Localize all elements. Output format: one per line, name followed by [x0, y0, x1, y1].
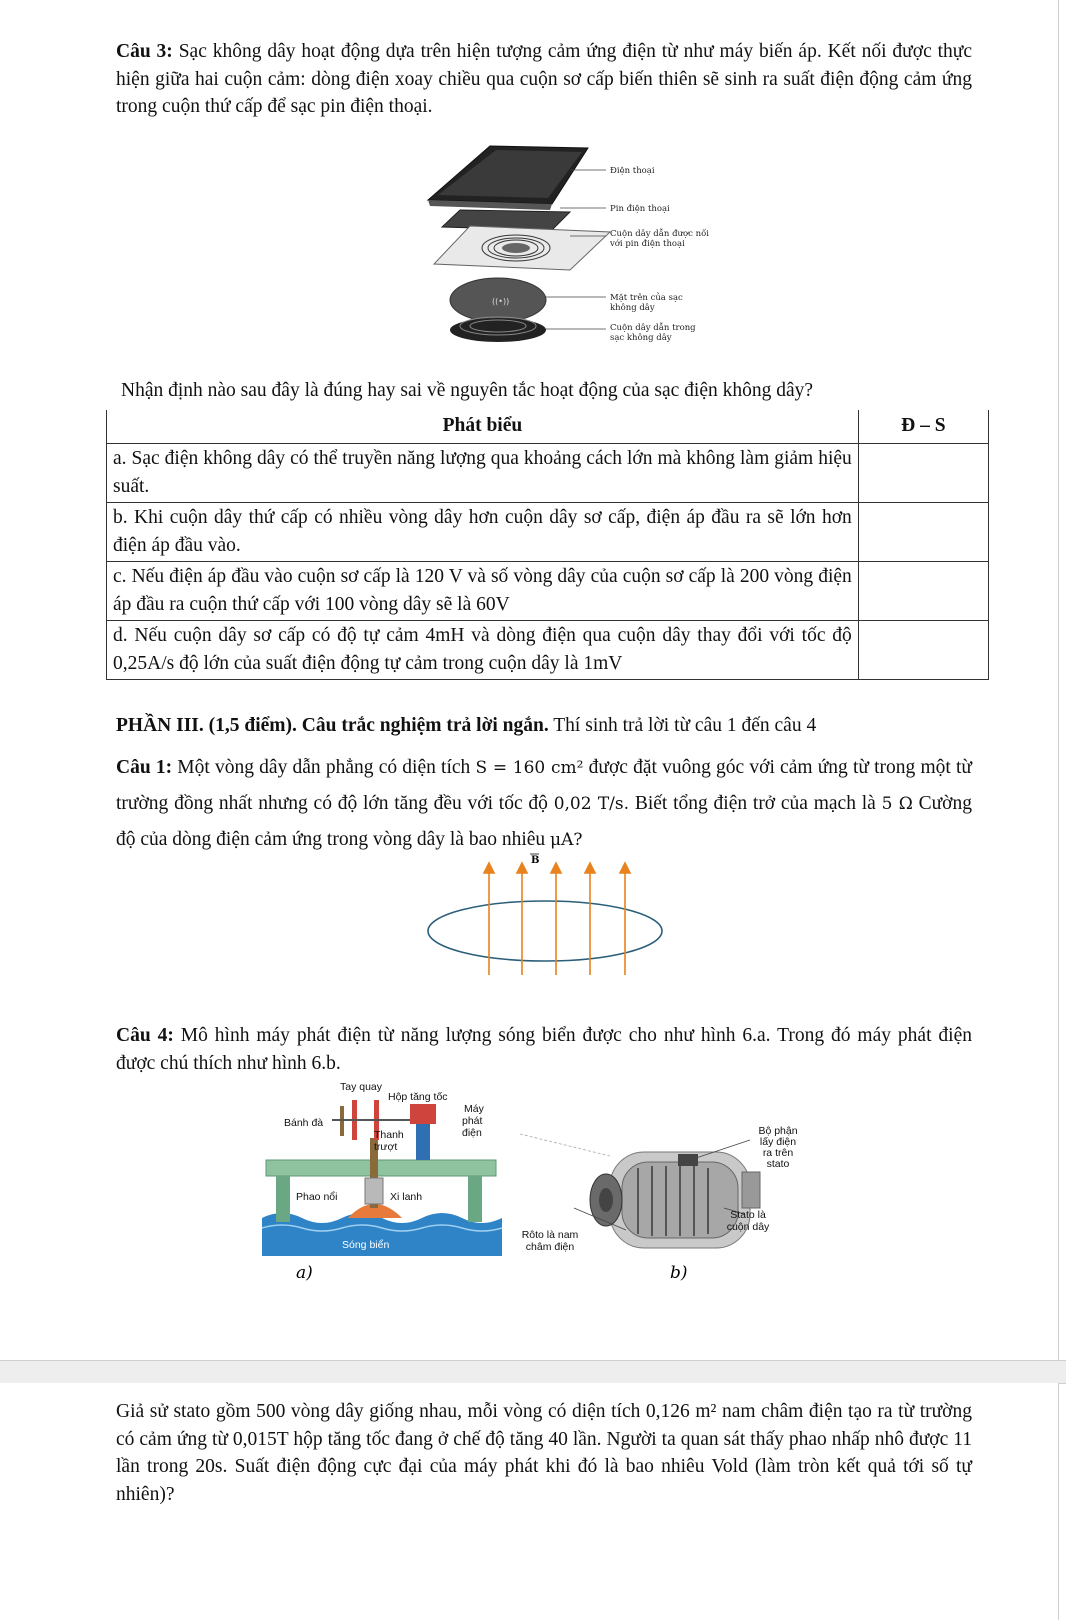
alternator-figure-b — [510, 1110, 810, 1290]
statement-d: d. Nếu cuộn dây sơ cấp có độ tự cảm 4mH và dòng điện qua cuộn dây thay đổi với tốc độ 0,25A/s độ lớn của suất điện động tự cảm trong cuộn dây là 1mV — [107, 621, 859, 680]
answer-cell-b[interactable] — [858, 503, 988, 562]
charger-pad — [450, 278, 546, 342]
label-charger-coil-2: sạc không dây — [610, 333, 672, 343]
label-roto-2: châm điện — [525, 1241, 575, 1253]
label-phone-coil-1: Cuộn dây dẫn được nối — [610, 229, 709, 239]
label-phone-coil-2: với pin điện thoại — [610, 239, 685, 249]
header-statement: Phát biểu — [107, 410, 859, 444]
label-battery: Pin điện thoại — [610, 204, 670, 214]
table-row — [107, 503, 989, 562]
table-row — [107, 562, 989, 621]
label-charger-top-2: không dây — [610, 303, 655, 313]
part3-heading-line — [116, 712, 972, 740]
statement-b: b. Khi cuộn dây thứ cấp có nhiều vòng dây hơn cuộn dây sơ cấp, điện áp đầu ra sẽ lớn hơn điện áp đầu vào. — [107, 503, 859, 562]
label-b-field: B — [531, 855, 540, 866]
label-charger-coil-1: Cuộn dây dẫn trong — [610, 323, 696, 333]
caption-b: b) — [670, 1263, 688, 1283]
true-false-table — [106, 410, 989, 680]
statement-a: a. Sạc điện không dây có thể truyền năng lượng qua khoảng cách lớn mà không làm giảm hiệu suất. — [107, 444, 859, 503]
label-dien: điện — [462, 1127, 482, 1139]
phone-coil-plate — [434, 226, 610, 270]
wireless-charger-figure — [420, 140, 740, 350]
table-row — [107, 621, 989, 680]
answer-cell-a[interactable] — [858, 444, 988, 503]
q3-intro — [116, 38, 972, 121]
q4-continuation: Giả sử stato gồm 500 vòng dây giống nhau, mỗi vòng có diện tích 0,126 m² nam châm điện tạo ra từ trường có cảm ứng từ 0,015T hộp tăng tốc đang ở chế độ tăng 40 lần. Người ta quan sát thấy phao nhấp nhô được 11 lần trong 20s. Suất điện động cực đại của máy phát khi đó là bao nhiêu Vold (làm tròn kết quả tới số tự nhiên)? — [116, 1401, 972, 1505]
label-stato-1: Stato là — [730, 1209, 766, 1221]
q3-label: Câu 3: — [116, 41, 173, 62]
q4-label: Câu 4: — [116, 1025, 174, 1046]
label-thanh: Thanh — [374, 1129, 404, 1141]
q1-text-3: Biết tổng điện trở của mạch là — [629, 793, 882, 814]
q3-text: Sạc không dây hoạt động dựa trên hiện tượng cảm ứng điện từ như máy biến áp. Kết nối được thực hiện giữa hai cuộn cảm: dòng điện xoay chiều qua cuộn sơ cấp biến thiên sẽ sinh ra suất điện động cảm ứng trong cuộn thứ cấp để sạc pin điện thoại. — [116, 41, 972, 117]
loop-magnetic-field-figure — [420, 855, 670, 995]
answer-cell-d[interactable] — [858, 621, 988, 680]
label-phone: Điện thoại — [610, 166, 655, 176]
q1-text — [116, 750, 972, 858]
label-bo-phan-4: stato — [766, 1158, 790, 1170]
page-gap — [0, 1360, 1066, 1384]
q1-text-4: Cường độ của dòng điện cảm ứng trong vòng dây là bao nhiêu — [116, 793, 972, 850]
label-stato-2: cuộn dây — [726, 1221, 770, 1233]
label-song-bien: Sóng biển — [342, 1239, 390, 1251]
part3-instruction: Thí sinh trả lời từ câu 1 đến câu 4 — [548, 715, 817, 736]
label-truot: trượt — [374, 1141, 398, 1153]
q1-rate: 0,02 T/s. — [553, 794, 630, 814]
label-roto-1: Rôto là nam — [521, 1229, 579, 1241]
table-row — [107, 444, 989, 503]
statement-c: c. Nếu điện áp đầu vào cuộn sơ cấp là 120 V và số vòng dây của cuộn sơ cấp là 200 vòng điện áp đầu ra cuộn thứ cấp với 100 vòng dây sẽ là 60V — [107, 562, 859, 621]
q1-text-1: Một vòng dây dẫn phẳng có diện tích — [172, 757, 476, 778]
label-xi-lanh: Xi lanh — [390, 1191, 423, 1203]
q1-text-2: được đặt vuông góc với cảm ứng từ trong một từ trường đồng nhất nhưng có độ lớn tăng đều với tốc độ — [116, 757, 972, 814]
wave-generator-figure-a — [262, 1078, 502, 1288]
label-bo-phan-2: lấy điện — [759, 1136, 797, 1148]
q3-question: Nhận định nào sau đây là đúng hay sai về nguyên tắc hoạt động của sạc điện không dây? — [121, 380, 814, 401]
q1-unit: μA? — [550, 830, 583, 850]
platform — [266, 1160, 496, 1176]
battery-illustration — [442, 210, 570, 230]
part3-heading: PHẦN III. (1,5 điểm). Câu trắc nghiệm trả lời ngắn. — [116, 715, 549, 736]
q4-body: Mô hình máy phát điện từ năng lượng sóng biển được cho như hình 6.a. Trong đó máy phát điện được chú thích như hình 6.b. — [116, 1025, 972, 1074]
q1-resistance: 5 Ω — [881, 794, 913, 814]
label-banh-da: Bánh đà — [284, 1117, 324, 1129]
label-phat: phát — [462, 1115, 483, 1127]
label-may: Máy — [464, 1103, 484, 1115]
label-tay-quay: Tay quay — [340, 1081, 383, 1093]
field-arrows — [484, 863, 630, 975]
q4-text — [116, 1022, 972, 1077]
conducting-loop — [428, 901, 662, 961]
phone-illustration — [428, 146, 588, 210]
q1-area: S = 160 cm² — [475, 758, 584, 778]
q1-label: Câu 1: — [116, 757, 173, 778]
generator-column — [416, 1124, 430, 1160]
gearbox — [410, 1104, 436, 1124]
label-bo-phan-3: ra trên — [762, 1147, 794, 1159]
alternator-illustration — [590, 1152, 760, 1248]
answer-cell-c[interactable] — [858, 562, 988, 621]
wireless-symbol: ((•)) — [492, 297, 510, 306]
page-2 — [0, 1383, 1059, 1620]
label-charger-top-1: Mặt trên của sạc — [610, 293, 683, 303]
header-answer: Đ – S — [858, 410, 988, 444]
label-hop-tang-toc: Hộp tăng tốc — [388, 1091, 448, 1103]
caption-a: a) — [296, 1263, 313, 1283]
table-header-row — [107, 410, 989, 444]
label-phao-noi: Phao nổi — [296, 1191, 338, 1203]
label-bo-phan-1: Bộ phận — [758, 1125, 798, 1137]
